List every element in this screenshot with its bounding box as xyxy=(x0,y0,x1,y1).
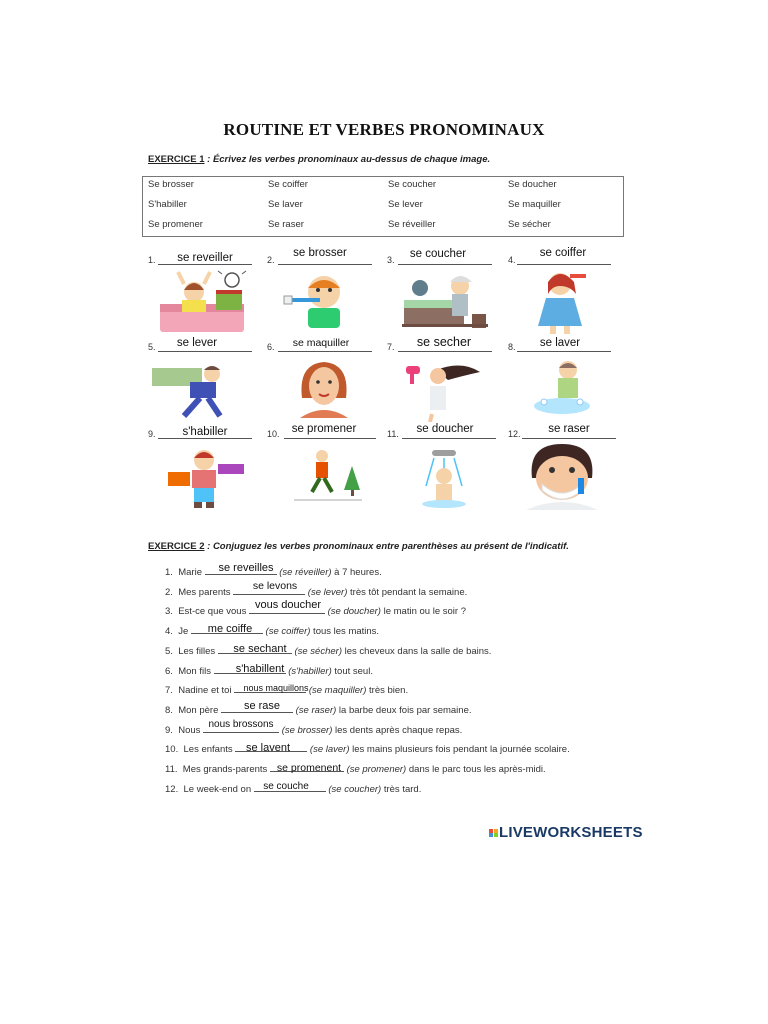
sentence-11: 11. Mes grands-parents (se promener) dans le parc tous les après-midi. xyxy=(165,764,546,775)
answer-line xyxy=(522,438,616,439)
answer-input-s10[interactable]: se lavent xyxy=(245,742,291,754)
combing-hair-illustration xyxy=(530,268,594,334)
answer-input-s1[interactable]: se reveilles xyxy=(218,562,274,574)
answer-line xyxy=(284,438,376,439)
answer-input-s9[interactable]: nous brossons xyxy=(208,719,274,730)
verb-bank-item: Se laver xyxy=(268,199,303,210)
answer-line xyxy=(517,264,611,265)
shaving-illustration xyxy=(520,442,604,510)
item-number: 5. xyxy=(148,342,156,352)
answer-input-6[interactable]: se maquiller xyxy=(292,337,350,349)
answer-line xyxy=(278,351,372,352)
answer-input-2[interactable]: se brosser xyxy=(293,247,347,259)
sentence-2: 2. Mes parents (se lever) très tôt pendant la semaine. xyxy=(165,587,468,598)
shower-illustration xyxy=(406,446,482,508)
sentence-4: 4. Je (se coiffer) tous les matins. xyxy=(165,626,380,637)
exercise1-instruction: : Écrivez les verbes pronominaux au-dessus de chaque image. xyxy=(204,154,491,165)
answer-input-8[interactable]: se laver xyxy=(539,337,581,349)
sentence-9: 9. Nous (se brosser) les dents après chaque repas. xyxy=(165,725,463,736)
item-number: 4. xyxy=(508,255,516,265)
answer-line xyxy=(278,264,372,265)
answer-input-s11[interactable]: se promenent xyxy=(276,762,342,774)
item-number: 8. xyxy=(508,342,516,352)
answer-line xyxy=(158,264,252,265)
item-number: 1. xyxy=(148,255,156,265)
verb-bank-item: Se réveiller xyxy=(388,219,436,230)
item-number: 9. xyxy=(148,429,156,439)
makeup-illustration xyxy=(292,358,356,420)
answer-input-9[interactable]: s'habiller xyxy=(182,426,228,438)
drying-hair-illustration xyxy=(402,358,482,422)
answer-input-s3[interactable]: vous doucher xyxy=(254,599,322,611)
answer-input-7[interactable]: se secher xyxy=(416,335,472,349)
exercise1-heading xyxy=(148,154,490,165)
answer-input-11[interactable]: se doucher xyxy=(416,423,474,435)
logo-text: LIVEWORKSHEETS xyxy=(499,824,643,841)
verb-bank-item: Se coiffer xyxy=(268,179,308,190)
verb-bank-item: Se maquiller xyxy=(508,199,561,210)
answer-input-10[interactable]: se promener xyxy=(291,423,357,435)
exercise2-heading xyxy=(148,541,569,552)
logo-mark-icon xyxy=(489,829,499,837)
sentence-7: 7. Nadine et toi (se maquiller) très bien. xyxy=(165,685,409,696)
sentence-12: 12. Le week-end on (se coucher) très tard. xyxy=(165,784,422,795)
answer-line xyxy=(398,351,492,352)
washing-illustration xyxy=(530,358,594,418)
answer-input-s6[interactable]: s'habillent xyxy=(235,663,285,675)
item-number: 7. xyxy=(387,342,395,352)
waking-up-illustration xyxy=(156,270,248,334)
exercise2-label: EXERCICE 2 xyxy=(148,541,205,552)
answer-input-s4[interactable]: me coiffe xyxy=(207,623,253,635)
answer-input-s8[interactable]: se rase xyxy=(243,700,281,712)
answer-input-3[interactable]: se coucher xyxy=(409,248,467,260)
answer-line xyxy=(402,438,496,439)
verb-bank-item: Se raser xyxy=(268,219,304,230)
verb-bank-item: Se promener xyxy=(148,219,203,230)
verb-bank-item: S'habiller xyxy=(148,199,187,210)
answer-line xyxy=(398,264,492,265)
verb-bank-item: Se doucher xyxy=(508,179,557,190)
worksheet-title: ROUTINE ET VERBES PRONOMINAUX xyxy=(223,120,545,139)
item-number: 6. xyxy=(267,342,275,352)
answer-input-1[interactable]: se reveiller xyxy=(177,252,233,264)
item-number: 10. xyxy=(267,429,280,439)
answer-line xyxy=(158,438,252,439)
sentence-5: 5. Les filles (se sécher) les cheveux dans la salle de bains. xyxy=(165,646,492,657)
answer-line xyxy=(158,351,252,352)
item-number: 2. xyxy=(267,255,275,265)
answer-line xyxy=(517,351,611,352)
verb-bank-item: Se coucher xyxy=(388,179,437,190)
item-number: 3. xyxy=(387,255,395,265)
sentence-6: 6. Mon fils (s'habiller) tout seul. xyxy=(165,666,373,677)
sentence-3: 3. Est-ce que vous (se doucher) le matin ou le soir ? xyxy=(165,606,466,617)
item-number: 12. xyxy=(508,429,521,439)
walking-illustration xyxy=(292,446,364,508)
verb-bank-item: Se brosser xyxy=(148,179,194,190)
exercise1-label: EXERCICE 1 xyxy=(148,154,205,165)
answer-input-s5[interactable]: se sechant xyxy=(233,643,287,655)
sentence-10: 10. Les enfants (se laver) les mains plusieurs fois pendant la journée scolaire. xyxy=(165,744,570,755)
exercise2-instruction: : Conjuguez les verbes pronominaux entre parenthèses au présent de l'indicatif. xyxy=(204,541,569,552)
answer-input-s12[interactable]: se couche xyxy=(263,781,309,792)
answer-input-s2[interactable]: se levons xyxy=(252,580,298,592)
answer-input-4[interactable]: se coiffer xyxy=(539,247,587,259)
sentence-1: 1. Marie (se réveiller) à 7 heures. xyxy=(165,567,382,578)
sentence-8: 8. Mon père (se raser) la barbe deux fois par semaine. xyxy=(165,705,472,716)
answer-input-s7[interactable]: nous maquillons xyxy=(243,683,309,693)
getting-dressed-illustration xyxy=(158,446,252,510)
liveworksheets-logo xyxy=(489,824,643,841)
verb-bank-item: Se lever xyxy=(388,199,423,210)
item-number: 11. xyxy=(387,429,399,439)
answer-input-12[interactable]: se raser xyxy=(548,423,590,435)
brushing-teeth-illustration xyxy=(282,270,362,330)
getting-up-illustration xyxy=(150,358,238,420)
answer-input-5[interactable]: se lever xyxy=(176,337,218,349)
verb-bank-item: Se sécher xyxy=(508,219,551,230)
going-to-bed-illustration xyxy=(400,270,490,334)
